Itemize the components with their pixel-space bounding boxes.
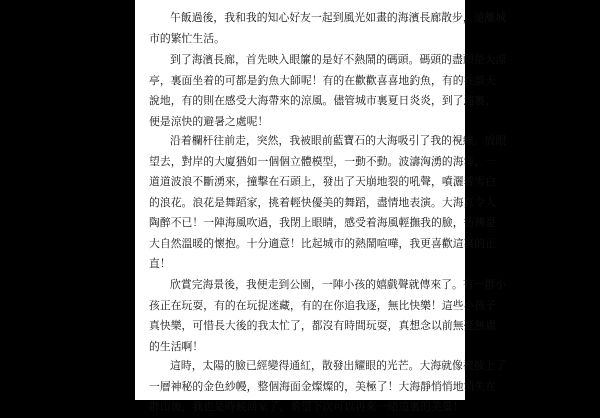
text-line: 陶醉不已！一陣海風吹過，我閉上眼睛，感受着海風輕撫我的臉，彷彿是 (149, 216, 497, 229)
text-line: 市的繁忙生活。 (149, 31, 225, 45)
text-line: 的浪花。浪花是舞蹈家，挑着輕快優美的舞蹈，盡情地表演。大海真令人 (149, 195, 497, 209)
text-line: 大自然溫暖的懷抱。十分適意！比起城市的熱鬧喧嘩，我更喜歡這裏的正 (149, 236, 497, 250)
text-line: 道道波浪不斷湧來，撞擊在石頭上，發出了天崩地裂的吼聲，噴灑着雪白 (149, 175, 497, 188)
text-line: 直！ (149, 257, 171, 270)
text-line: 午飯過後，我和我的知心好友一起到風光如畫的海濱長廊散步，遠離城 (170, 11, 507, 24)
text-line: 一層神秘的金色紗幔，整個海面金燦燦的，美極了！大海靜悄悄地消失在 (149, 379, 497, 393)
text-line: 孩正在玩耍，有的在玩捉迷藏，有的在你追我逐，無比快樂！這些小孩子 (149, 298, 497, 312)
paragraph-2 (149, 50, 507, 132)
document-page (135, 0, 507, 413)
paragraph-5 (149, 356, 507, 418)
text-line: 到了海濱長廊，首先映入眼簾的是好不熱鬧的碼頭。碼頭的盡頭是大涼 (170, 53, 507, 66)
text-line: 便是涼快的避暑之處呢！ (149, 114, 269, 128)
text-line: 的生活啊！ (149, 339, 204, 353)
text-line: 沿着欄杆往前走，突然，我被眼前藍寶石的大海吸引了我的視線。放眼 (170, 134, 507, 147)
paragraph-4 (149, 275, 507, 357)
text-line: 說地，有的則在感受大海帶來的涼風。儘管城市裏夏日炎炎，到了這裏， (149, 94, 497, 107)
text-line: 欣賞完海景後，我便走到公園，一陣小孩的嬉戲聲就傳來了。有一群小 (170, 278, 507, 291)
text-line: 望去，對岸的大廈猶如一個個立體模型，一動不動。波濤洶湧的海洋，一 (149, 154, 497, 168)
text-line: 群山後，我也是時候回家了，希望下次可以再來一睹這裏的美景！ (149, 400, 464, 413)
paragraph-3 (149, 131, 507, 275)
text-line: 真快樂，可惜長大後的我太忙了，都沒有時間玩耍，真想念以前無憂無慮 (149, 319, 497, 332)
text-line: 這時，太陽的臉已經變得通紅，散發出耀眼的光芒。大海就像被披上了 (170, 359, 507, 372)
text-line: 亭，裏面坐着的可都是釣魚大師呢！有的在歡歡喜喜地釣魚，有的在談天 (149, 73, 497, 87)
paragraph-1 (149, 8, 507, 49)
